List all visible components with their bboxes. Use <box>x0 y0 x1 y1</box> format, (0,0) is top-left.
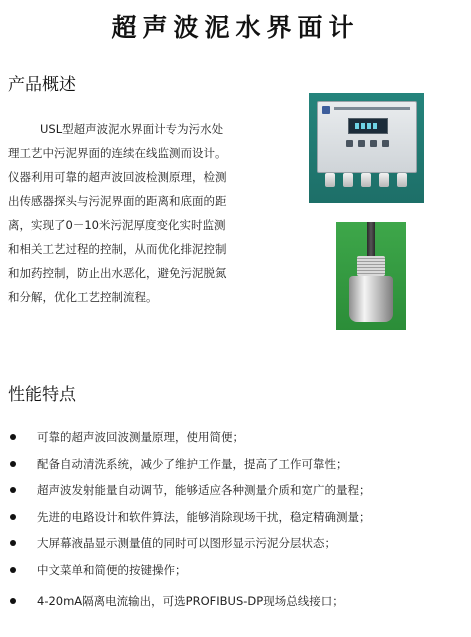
controller-housing <box>317 101 417 173</box>
bullet-icon <box>10 461 16 467</box>
list-item <box>8 424 468 451</box>
overview-line: 离，实现了0－10米污泥厚度变化实时监测 <box>8 218 226 232</box>
bullet-icon <box>10 540 16 546</box>
sensor-cable <box>367 222 375 258</box>
controller-lcd-screen <box>348 118 388 134</box>
feature-text: 先进的电路设计和软件算法，能够消除现场干扰，稳定精确测量； <box>37 509 371 524</box>
list-item <box>8 588 468 615</box>
sensor-body <box>349 276 393 322</box>
controller-keypad <box>346 140 390 152</box>
sensor-thread <box>357 256 385 276</box>
overview-line: 和相关工艺过程的控制，从而优化排泥控制 <box>8 242 227 256</box>
list-item <box>8 504 468 531</box>
list-item <box>8 557 468 584</box>
features-heading: 性能特点 <box>8 385 76 405</box>
overview-line: 理工艺中污泥界面的连续在线监测而设计。 <box>8 146 227 160</box>
controller-label-strip <box>334 107 410 110</box>
bullet-icon <box>10 514 16 520</box>
controller-logo-icon <box>322 106 330 114</box>
bullet-icon <box>10 487 16 493</box>
overview-line: 和加药控制，防止出水恶化，避免污泥脱氮 <box>8 266 227 280</box>
bullet-icon <box>10 567 16 573</box>
feature-text: 4-20mA隔离电流输出，可选PROFIBUS-DP现场总线接口； <box>37 593 344 608</box>
document-title: 超声波泥水界面计 <box>111 13 360 42</box>
overview-line: 仪器利用可靠的超声波回波检测原理，检测 <box>8 170 227 184</box>
bullet-icon <box>10 434 16 440</box>
feature-text: 大屏幕液晶显示测量值的同时可以图形显示污泥分层状态； <box>37 536 336 551</box>
overview-paragraph <box>8 117 270 309</box>
list-item <box>8 451 468 478</box>
bullet-icon <box>10 598 16 604</box>
list-item <box>8 530 468 557</box>
feature-text: 中文菜单和简便的按键操作； <box>37 562 187 577</box>
overview-line: USL型超声波泥水界面计专为污水处 <box>40 122 224 136</box>
overview-heading: 产品概述 <box>8 75 76 95</box>
feature-text: 配备自动清洗系统，减少了维护工作量，提高了工作可靠性； <box>37 456 348 471</box>
feature-text: 超声波发射能量自动调节，能够适应各种测量介质和宽广的量程； <box>37 483 371 498</box>
controller-unit-photo <box>309 93 424 203</box>
features-list <box>8 424 468 614</box>
overview-line: 出传感器探头与污泥界面的距离和底面的距 <box>8 194 227 208</box>
controller-cable-glands <box>321 173 413 189</box>
ultrasonic-sensor-photo <box>336 222 406 330</box>
feature-text: 可靠的超声波回波测量原理，使用简便； <box>37 430 244 444</box>
overview-line: 和分解，优化工艺控制流程。 <box>8 290 158 304</box>
list-item <box>8 477 468 504</box>
